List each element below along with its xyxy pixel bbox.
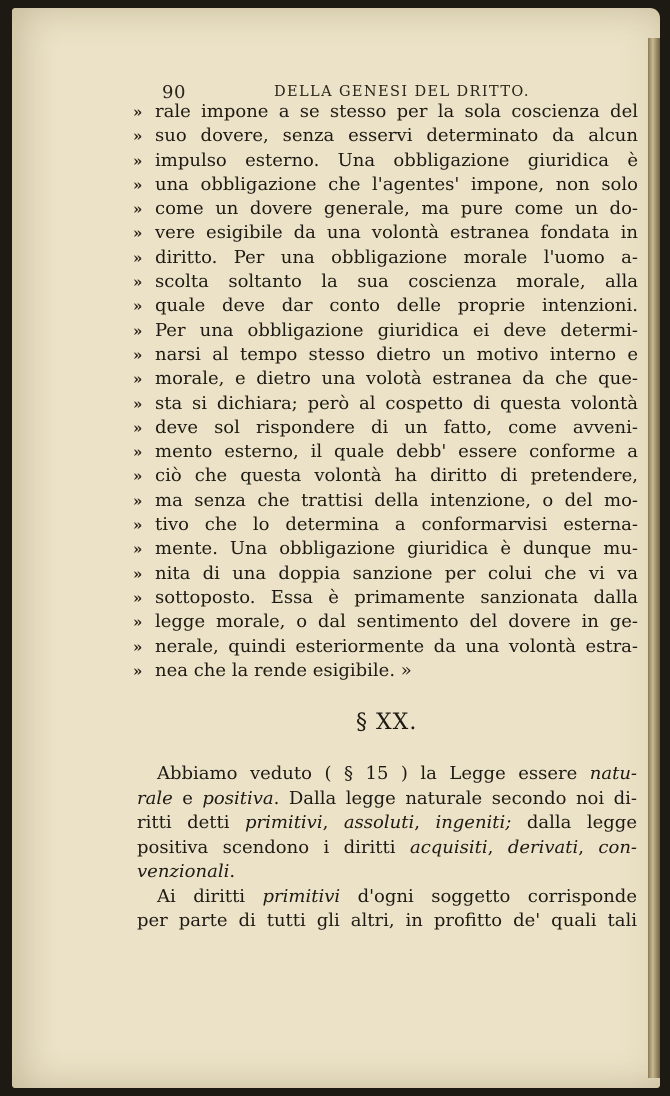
quote-line bbox=[133, 270, 638, 294]
guillemet-mark: » bbox=[133, 491, 143, 510]
quote-line bbox=[133, 659, 638, 683]
guillemet-mark: » bbox=[133, 127, 143, 146]
running-title: DELLA GENESI DEL DRITTO. bbox=[274, 84, 530, 100]
quote-line bbox=[133, 197, 638, 221]
quote-line bbox=[133, 246, 638, 270]
quote-line-text: sottoposto. Essa è primamente sanzionata dalla bbox=[155, 586, 638, 608]
quote-line bbox=[133, 610, 638, 634]
guillemet-mark: » bbox=[133, 175, 143, 194]
quote-line-text: Per una obbligazione giuridica ei deve determi- bbox=[155, 319, 638, 341]
quote-line-text: ciò che questa volontà ha diritto di pretendere, bbox=[155, 465, 638, 487]
quote-line bbox=[133, 319, 638, 343]
guillemet-mark: » bbox=[133, 200, 143, 219]
quote-line-text: come un dovere generale, ma pure come un do- bbox=[155, 198, 638, 220]
guillemet-mark: » bbox=[133, 443, 143, 462]
quote-line bbox=[133, 416, 638, 440]
guillemet-mark: » bbox=[133, 103, 143, 121]
quote-line bbox=[133, 635, 638, 659]
guillemet-mark: » bbox=[133, 394, 143, 413]
guillemet-mark: » bbox=[133, 588, 143, 607]
quote-line bbox=[133, 513, 638, 537]
guillemet-mark: » bbox=[133, 661, 143, 680]
quote-line bbox=[133, 489, 638, 513]
guillemet-mark: » bbox=[133, 467, 143, 486]
guillemet-mark: » bbox=[133, 345, 143, 364]
guillemet-mark: » bbox=[133, 637, 143, 656]
quote-line-text: una obbligazione che l'agentes' impone, non solo bbox=[155, 173, 638, 195]
quote-line-text: nea che la rende esigibile. » bbox=[155, 659, 412, 681]
section-heading: § XX. bbox=[356, 710, 418, 735]
body-line: rale e positiva. Dalla legge naturale secondo noi di- bbox=[137, 787, 637, 809]
quote-line bbox=[133, 149, 638, 173]
quote-line-text: tivo che lo determina a conformarvisi esterna- bbox=[155, 514, 638, 536]
quote-line-text: diritto. Per una obbligazione morale l'uomo a- bbox=[155, 246, 638, 268]
body-line: Abbiamo veduto ( § 15 ) la Legge essere natu- bbox=[157, 763, 637, 784]
body-line: venzionali. bbox=[137, 861, 236, 882]
quote-line-text: ma senza che trattisi della intenzione, o del mo- bbox=[155, 489, 638, 511]
quote-line-text: mente. Una obbligazione giuridica è dunque mu- bbox=[155, 538, 638, 560]
quote-line bbox=[133, 392, 638, 416]
body-line: per parte di tutti gli altri, in profitto de' quali tali bbox=[137, 910, 637, 931]
quote-line-text: scolta soltanto la sua coscienza morale, alla bbox=[155, 271, 638, 293]
guillemet-mark: » bbox=[133, 273, 143, 292]
quote-line bbox=[133, 173, 638, 197]
body-line: ritti detti primitivi, assoluti, ingeniti; dalla legge bbox=[137, 812, 637, 833]
quote-line-text: suo dovere, senza esservi determinato da alcun bbox=[155, 125, 638, 147]
quoted-passage bbox=[133, 100, 638, 683]
guillemet-mark: » bbox=[133, 224, 143, 243]
guillemet-mark: » bbox=[133, 418, 143, 437]
guillemet-mark: » bbox=[133, 321, 143, 340]
quote-line bbox=[133, 343, 638, 367]
quote-line bbox=[133, 124, 638, 148]
guillemet-mark: » bbox=[133, 151, 143, 170]
quote-line-text: sta si dichiara; però al cospetto di questa volontà bbox=[155, 392, 638, 414]
quote-line-text: mento esterno, il quale debb' essere conforme a bbox=[155, 441, 638, 463]
quote-line-text: legge morale, o dal sentimento del dovere in ge- bbox=[155, 611, 638, 633]
guillemet-mark: » bbox=[133, 370, 143, 389]
quote-line-text: quale deve dar conto delle proprie intenzioni. bbox=[155, 295, 638, 317]
quote-line-text: narsi al tempo stesso dietro un motivo interno e bbox=[155, 343, 638, 365]
guillemet-mark: » bbox=[133, 564, 143, 583]
quote-line bbox=[133, 464, 638, 488]
guillemet-mark: » bbox=[133, 613, 143, 632]
page-edge bbox=[648, 38, 660, 1078]
body-line: Ai diritti primitivi d'ogni soggetto corrisponde bbox=[157, 885, 637, 907]
quote-line-text: morale, e dietro una volotà estranea da che que- bbox=[155, 368, 638, 390]
guillemet-mark: » bbox=[133, 540, 143, 559]
body-line: positiva scendono i diritti acquisiti, derivati, con- bbox=[137, 836, 638, 858]
quote-line-text: nita di una doppia sanzione per colui che vi va bbox=[155, 562, 638, 584]
quote-line-text: deve sol rispondere di un fatto, come avveni- bbox=[155, 416, 638, 438]
quote-line-text: rale impone a se stesso per la sola coscienza del bbox=[155, 101, 638, 122]
quote-line bbox=[133, 294, 638, 318]
quote-line-text: nerale, quindi esteriormente da una volontà estra- bbox=[155, 635, 638, 657]
guillemet-mark: » bbox=[133, 516, 143, 535]
quote-line bbox=[133, 562, 638, 586]
quote-line bbox=[133, 537, 638, 561]
page-number: 90 bbox=[162, 82, 186, 103]
quote-line bbox=[133, 100, 638, 124]
quote-line bbox=[133, 586, 638, 610]
quote-line bbox=[133, 221, 638, 245]
quote-line-text: vere esigibile da una volontà estranea fondata in bbox=[155, 222, 638, 244]
body-paragraphs bbox=[137, 762, 637, 934]
quote-line-text: impulso esterno. Una obbligazione giuridica è bbox=[155, 149, 638, 171]
quote-line bbox=[133, 440, 638, 464]
guillemet-mark: » bbox=[133, 248, 143, 267]
quote-line bbox=[133, 367, 638, 391]
guillemet-mark: » bbox=[133, 297, 143, 316]
